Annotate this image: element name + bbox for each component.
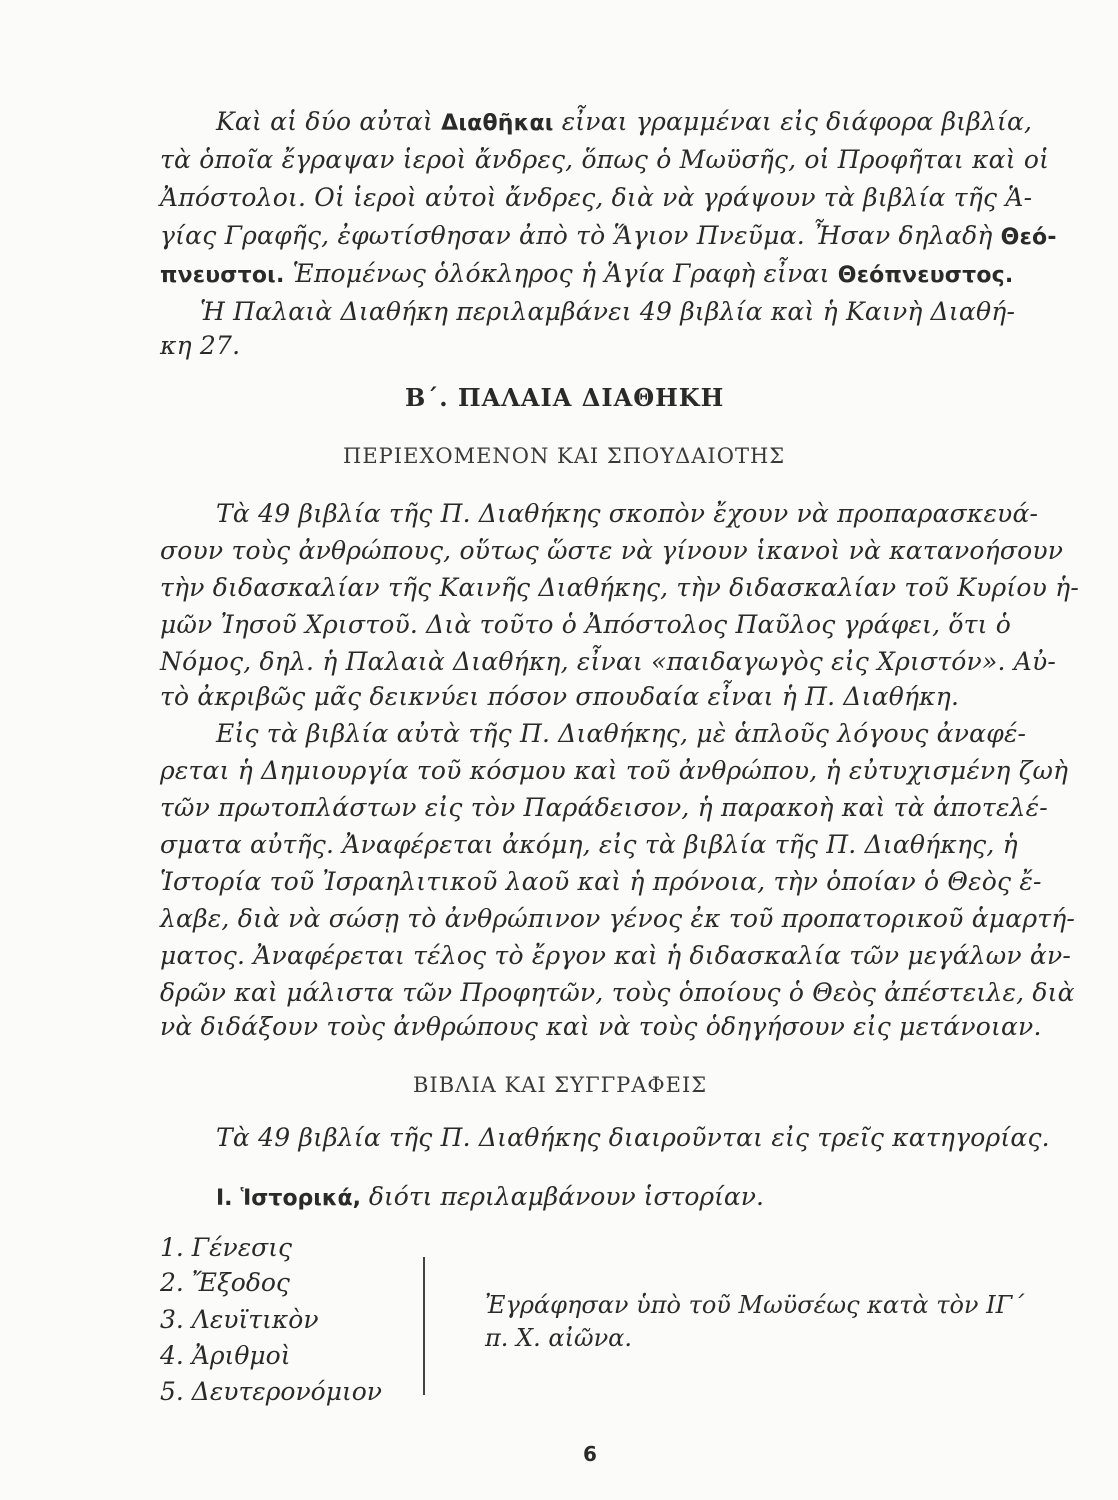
intro-line-6: Ἡ Παλαιὰ Διαθήκη περιλαμβάνει 49 βιβλία καὶ ἡ Καινὴ Διαθή- (200, 297, 1016, 326)
book-item-deuteronomy: 5. Δευτερονόμιον (160, 1377, 383, 1406)
intro-line-1-c: εἶναι γραμμέναι εἰς διάφορα βιβλία, (553, 107, 1033, 136)
para2-line-6: λαβε, διὰ νὰ σώσῃ τὸ ἀνθρώπινον γένος ἐκ τοῦ προπατορικοῦ ἁμαρτή- (160, 904, 1076, 933)
books-note-line-2: π. Χ. αἰῶνα. (485, 1324, 632, 1352)
book-item-exodus: 2. Ἔξοδος (160, 1268, 290, 1297)
intro-line-3: Ἀπόστολοι. Οἱ ἱεροὶ αὐτοὶ ἄνδρες, διὰ νὰ γράψουν τὰ βιβλία τῆς Ἁ- (160, 183, 1033, 212)
page-number: 6 (583, 1442, 597, 1466)
para1-line-4: μῶν Ἰησοῦ Χριστοῦ. Διὰ τοῦτο ὁ Ἀπόστολος Παῦλος γράφει, ὅτι ὁ (160, 610, 1012, 639)
para2-line-7: ματος. Ἀναφέρεται τέλος τὸ ἔργον καὶ ἡ διδασκαλία τῶν μεγάλων ἀν- (160, 941, 1072, 970)
book-item-numbers: 4. Ἀριθμοὶ (160, 1341, 291, 1370)
category-description: διότι περιλαμβάνουν ἱστορίαν. (360, 1182, 764, 1211)
intro-line-5-b: Ἑπομένως ὁλόκληρος ἡ Ἁγία Γραφὴ εἶναι (284, 259, 838, 288)
para2-line-2: ρεται ἡ Δημιουργία τοῦ κόσμου καὶ τοῦ ἀνθρώπου, ἡ εὐτυχισμένη ζωὴ (160, 756, 1069, 785)
para1-line-5: Νόμος, δηλ. ἡ Παλαιὰ Διαθήκη, εἶναι «παιδαγωγὸς εἰς Χριστόν». Αὐ- (160, 647, 1057, 676)
intro-line-4-a: γίας Γραφῆς, ἐφωτίσθησαν ἀπὸ τὸ Ἅγιον Πνεῦμα. Ἦσαν δηλαδὴ (160, 221, 1001, 250)
books-note-line-1: Ἐγράφησαν ὑπὸ τοῦ Μωϋσέως κατὰ τὸν ΙΓ΄ (485, 1291, 1025, 1319)
para1-line-3: τὴν διδασκαλίαν τῆς Καινῆς Διαθήκης, τὴν διδασκαλίαν τοῦ Κυρίου ἡ- (160, 573, 1080, 602)
para2-line-3: τῶν πρωτοπλάστων εἰς τὸν Παράδεισον, ἡ παρακοὴ καὶ τὰ ἀποτελέ- (160, 793, 1048, 822)
intro-line-7: κη 27. (160, 331, 241, 360)
section-title: Β΄. ΠΑΛΑΙΑ ΔΙΑΘΗΚΗ (405, 383, 725, 412)
term-diathikai: Διαθῆκαι (441, 111, 554, 136)
category-number: Ι. (216, 1186, 233, 1211)
para2-line-8: δρῶν καὶ μάλιστα τῶν Προφητῶν, τοὺς ὁποίους ὁ Θεὸς ἀπέστειλε, διὰ (160, 978, 1075, 1007)
para2-line-1: Εἰς τὰ βιβλία αὐτὰ τῆς Π. Διαθήκης, μὲ ἁπλοῦς λόγους ἀναφέ- (216, 719, 1027, 748)
intro-line-1 (216, 107, 1032, 139)
intro-line-4 (160, 221, 1057, 253)
book-item-leviticus: 3. Λευϊτικὸν (160, 1305, 319, 1334)
intro-line-1-a: Καὶ αἱ δύο αὐταὶ (216, 107, 442, 136)
para1-line-6: τὸ ἀκριβῶς μᾶς δεικνύει πόσον σπουδαία εἶναι ἡ Π. Διαθήκη. (160, 682, 960, 711)
intro-line-5 (160, 259, 1013, 291)
term-theopneustoi-a: Θεό- (1000, 225, 1057, 250)
books-intro: Τὰ 49 βιβλία τῆς Π. Διαθήκης διαιροῦνται εἰς τρεῖς κατηγορίας. (216, 1123, 1050, 1152)
books-bracket (423, 1257, 425, 1395)
category-historical (216, 1182, 764, 1214)
term-theopneustoi-b: πνευστοι. (160, 263, 285, 288)
para2-line-4: σματα αὐτῆς. Ἀναφέρεται ἀκόμη, εἰς τὰ βιβλία τῆς Π. Διαθήκης, ἡ (160, 830, 1018, 859)
books-section-title: ΒΙΒΛΙΑ ΚΑΙ ΣΥΓΓΡΑΦΕΙΣ (413, 1073, 708, 1097)
para2-line-9: νὰ διδάξουν τοὺς ἀνθρώπους καὶ νὰ τοὺς ὁδηγήσουν εἰς μετάνοιαν. (160, 1012, 1042, 1041)
para1-line-1: Τὰ 49 βιβλία τῆς Π. Διαθήκης σκοπὸν ἔχουν νὰ προπαρασκευά- (216, 499, 1039, 528)
book-item-genesis: 1. Γένεσις (160, 1233, 293, 1262)
para2-line-5: Ἱστορία τοῦ Ἰσραηλιτικοῦ λαοῦ καὶ ἡ πρόνοια, τὴν ὁποίαν ὁ Θεὸς ἔ- (160, 867, 1042, 896)
intro-line-2: τὰ ὁποῖα ἔγραψαν ἱεροὶ ἄνδρες, ὅπως ὁ Μωϋσῆς, οἱ Προφῆται καὶ οἱ (160, 145, 1050, 174)
para1-line-2: σουν τοὺς ἀνθρώπους, οὕτως ὥστε νὰ γίνουν ἱκανοὶ νὰ κατανοήσουν (160, 536, 1064, 565)
section-subtitle: ΠΕΡΙΕΧΟΜΕΝΟΝ ΚΑΙ ΣΠΟΥΔΑΙΟΤΗΣ (343, 444, 786, 468)
category-name: Ἱστορικά, (240, 1186, 361, 1211)
term-theopneustos: Θεόπνευστος. (837, 263, 1014, 288)
